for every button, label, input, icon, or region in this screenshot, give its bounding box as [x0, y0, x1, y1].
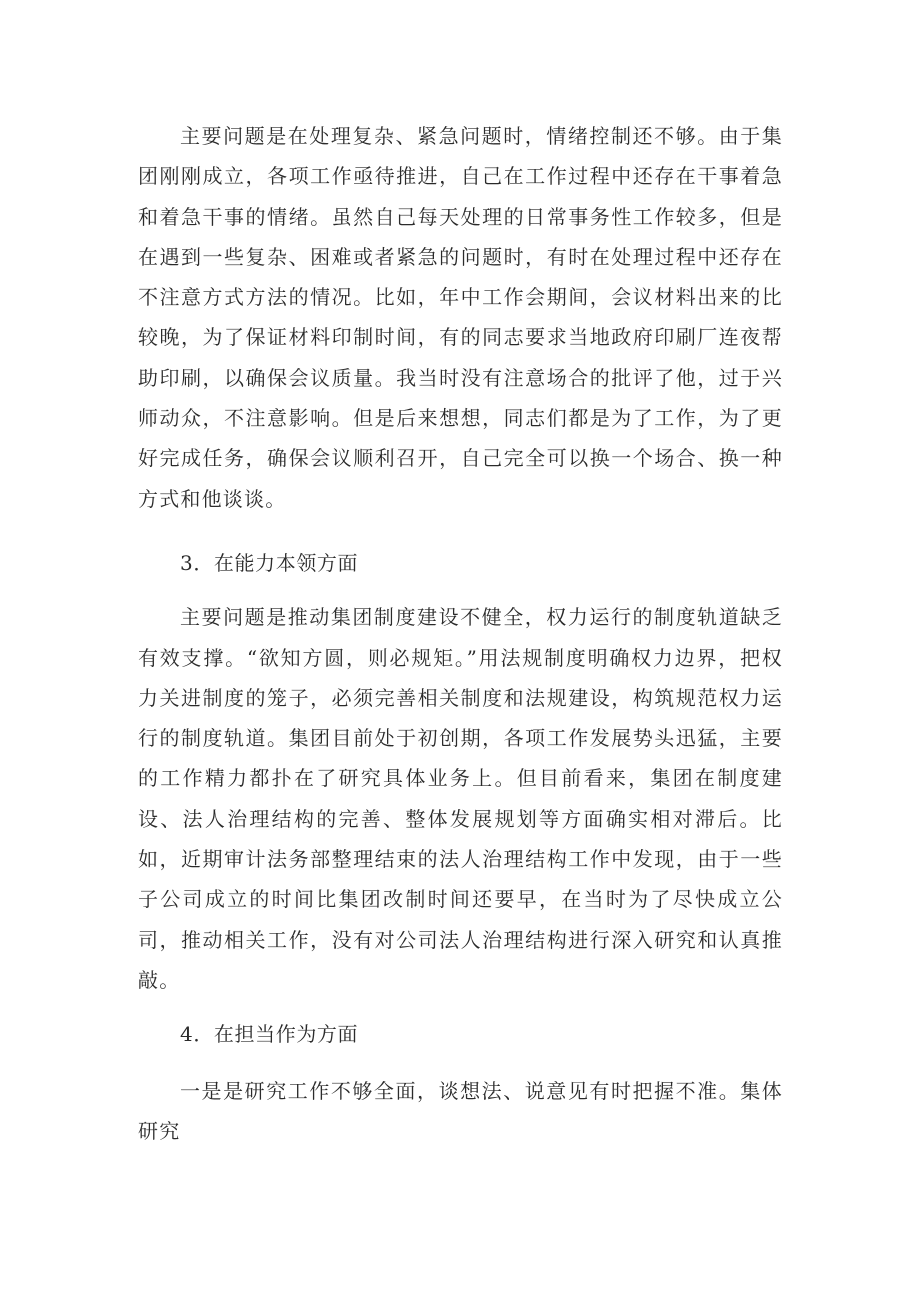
paragraph-institution-building: 主要问题是推动集团制度建设不健全，权力运行的制度轨道缺乏有效支撑。“欲知方圆，则必规矩。”用法规制度明确权力边界，把权力关进制度的笼子，必须完善相关制度和法规建设，构筑规范权力运行的制度轨道。集团目前处于初创期，各项工作发展势头迅猛，主要的工作精力都扑在了研究具体业务上。但目前看来，集团在制度建设、法人治理结构的完善、整体发展规划等方面确实相对滞后。比如，近期审计法务部整理结束的法人治理结构工作中发现，由于一些子公司成立的时间比集团改制时间还要早，在当时为了尽快成立公司，推动相关工作，没有对公司法人治理结构进行深入研究和认真推敲。 — [138, 605, 783, 992]
section-heading-ability: 3．在能力本领方面 — [180, 550, 359, 575]
section-heading-responsibility: 4．在担当作为方面 — [180, 1022, 359, 1047]
document-body — [138, 116, 783, 1151]
paragraph-emotion-control: 主要问题是在处理复杂、紧急问题时，情绪控制还不够。由于集团刚刚成立，各项工作亟待推进，自己在工作过程中还存在干事着急和着急干事的情绪。虽然自己每天处理的日常事务性工作较多，但是在遇到一些复杂、困难或者紧急的问题时，有时在处理过程中还存在不注意方式方法的情况。比如，年中工作会期间，会议材料出来的比较晚，为了保证材料印制时间，有的同志要求当地政府印刷厂连夜帮助印刷，以确保会议质量。我当时没有注意场合的批评了他，过于兴师动众，不注意影响。但是后来想想，同志们都是为了工作，为了更好完成任务，确保会议顺利召开，自己完全可以换一个场合、换一种方式和他谈谈。 — [138, 124, 783, 511]
paragraph-research-work: 一是是研究工作不够全面，谈想法、说意见有时把握不准。集体研究 — [138, 1078, 783, 1143]
